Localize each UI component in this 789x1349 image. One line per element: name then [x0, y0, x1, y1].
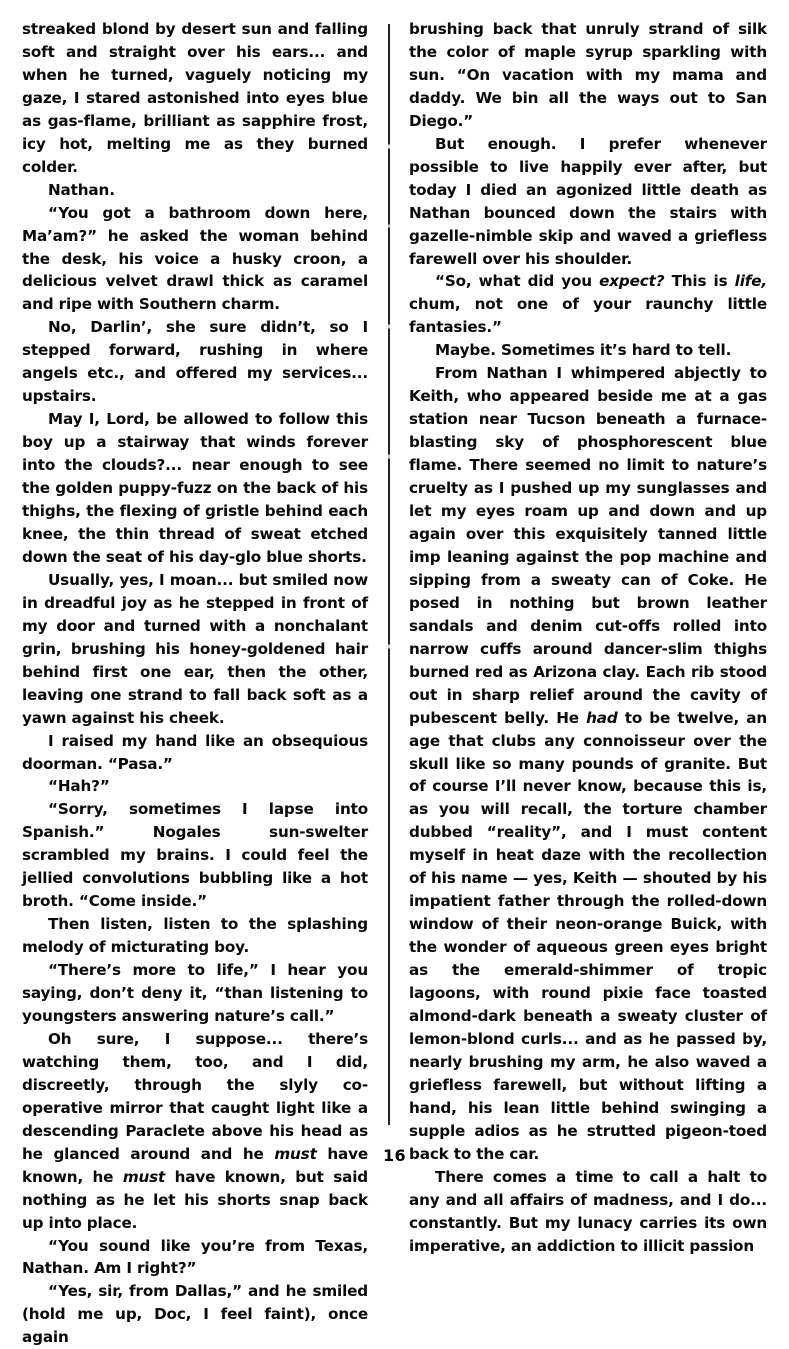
page-number: 16 — [382, 1146, 407, 1165]
italic-run: life, — [734, 272, 767, 291]
italic-run: must — [274, 1144, 317, 1163]
text-run: I raised my hand like an obsequious doorman. “Pasa.” — [22, 731, 368, 773]
right-text-column — [409, 18, 767, 1257]
paragraph — [22, 18, 368, 179]
paragraph — [409, 270, 767, 339]
text-run: have known, but said nothing as he let his shorts snap back up into place. — [22, 1167, 368, 1232]
paragraph — [22, 959, 368, 1028]
text-run: No, Darlin’, she sure didn’t, so I stepped forward, rushing in where angels etc., and offered my services... upstairs. — [22, 318, 368, 406]
paragraph — [22, 775, 368, 798]
text-run: May I, Lord, be allowed to follow this boy up a stairway that winds forever into the clouds?... near enough to see the golden puppy-fuzz on the back of his thighs, the flexing of gristle behind each knee, the thin thread of sweat etched down the seat of his day-glo blue shorts. — [22, 410, 368, 566]
text-run: Oh sure, I suppose... there’s watching them, too, and I did, discreetly, through the slyly co-operative mirror that caught light like a descending Paraclete above his head as he glanced around and he — [22, 1029, 368, 1163]
text-run: There comes a time to call a halt to any and all affairs of madness, and I do... constantly. But my lunacy carries its own imperative, an addiction to illicit passion — [409, 1167, 767, 1255]
text-run: Nathan. — [48, 180, 115, 199]
text-run: “Yes, sir, from Dallas,” and he smiled (hold me up, Doc, I feel faint), once again — [22, 1282, 368, 1347]
italic-run: expect? — [599, 272, 665, 291]
paragraph — [22, 1028, 368, 1235]
paragraph — [409, 362, 767, 1165]
italic-run: must — [122, 1167, 166, 1186]
text-run: chum, not one of your raunchy little fantasies.” — [409, 295, 767, 337]
paragraph — [22, 913, 368, 959]
italic-run: had — [586, 708, 618, 727]
text-run: “So, what did you — [435, 272, 600, 291]
paragraph — [22, 202, 368, 317]
paragraph — [22, 408, 368, 569]
text-run: brushing back that unruly strand of silk the color of maple syrup sparkling with sun. “On vacation with my mama and daddy. We bin all the ways out to San Diego.” — [409, 20, 767, 130]
paragraph — [22, 1280, 368, 1349]
text-run: “There’s more to life,” I hear you saying, don’t deny it, “than listening to youngsters answering nature’s call.” — [22, 961, 368, 1025]
text-run: “You got a bathroom down here, Ma’am?” he asked the woman behind the desk, his voice a husky croon, a delicious velvet drawl thick as caramel and ripe with Southern charm. — [22, 203, 368, 314]
text-run: have known, he — [22, 1144, 368, 1186]
text-run: Usually, yes, I moan... but smiled now in dreadful joy as he stepped in front of my door and turned with a nonchalant grin, brushing his honey-goldened hair behind first one ear, then the other, leaving one strand to fall back soft as a yawn against his cheek. — [22, 570, 368, 727]
paragraph — [409, 18, 767, 133]
paragraph — [22, 569, 368, 730]
paragraph — [22, 316, 368, 408]
text-run: “Hah?” — [48, 777, 110, 796]
paragraph — [22, 730, 368, 776]
text-run: streaked blond by desert sun and falling soft and straight over his ears... and when he turned, vaguely noticing my gaze, I stared astonished into eyes blue as gas-flame, brilliant as sapphire frost, icy hot, melting me as they burned colder. — [22, 20, 368, 176]
paragraph — [22, 798, 368, 913]
paragraph — [409, 133, 767, 271]
column-divider-rule — [388, 24, 390, 1125]
text-run: From Nathan I whimpered abjectly to Keith, who appeared beside me at a gas station near Tucson beneath a furnace-blasting sky of phosphorescent blue flame. There seemed no limit to nature’s cruelty as I pushed up my sunglasses and let my eyes roam up and down and up again over this exquisitely tanned little imp leaning against the pop machine and sipping from a sweaty can of Coke. He posed in nothing but brown leather sandals and denim cut-offs rolled into narrow cuffs around dancer-slim thighs burned red as Arizona clay. Each rib stood out in sharp relief around the cavity of pubescent belly. He — [409, 364, 767, 727]
text-run: But enough. I prefer whenever possible to live happily ever after, but today I died an agonized little death as Nathan bounced down the stairs with gazelle-nimble skip and waved a griefless farewell over his shoulder. — [409, 134, 767, 268]
paragraph — [409, 339, 767, 362]
paragraph — [409, 1166, 767, 1258]
text-run: to be twelve, an age that clubs any connoisseur over the skull like so many pounds of granite. But of course I’ll never know, because this is, as you will recall, the torture chamber dubbed “reality”, and I must content myself in heat daze with the recollection of his name — yes, Keith — shouted by his impatient father through the rolled-down window of their neon-orange Buick, with the wonder of aqueous green eyes bright as the emerald-shimmer of tropic lagoons, with round pixie face toasted almond-dark beneath a sweaty cluster of lemon-blond curls... and as he passed by, nearly brushing my arm, he also waved a griefless farewell, but without lifting a hand, his lean little behind swinging a supple adios as he strutted pigeon-toed back to the car. — [409, 708, 767, 1163]
text-run: This is — [664, 272, 735, 291]
paragraph — [22, 1235, 368, 1281]
text-run: “Sorry, sometimes I lapse into Spanish.” Nogales sun-swelter scrambled my brains. I could feel the jellied convolutions bubbling like a hot broth. “Come inside.” — [22, 800, 368, 911]
text-run: Then listen, listen to the splashing melody of micturating boy. — [22, 915, 368, 957]
text-run: Maybe. Sometimes it’s hard to tell. — [435, 341, 732, 360]
text-run: “You sound like you’re from Texas, Nathan. Am I right?” — [22, 1236, 368, 1278]
paragraph — [22, 179, 368, 202]
